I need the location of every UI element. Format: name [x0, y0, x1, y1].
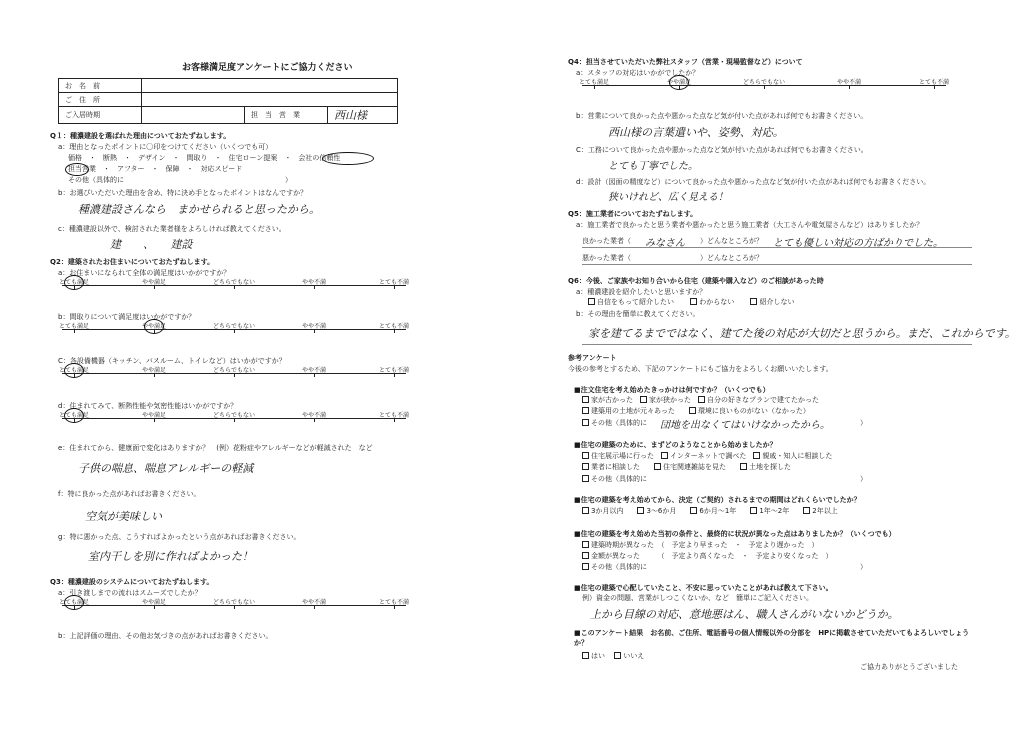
scale-label[interactable]: とても不満	[378, 412, 410, 419]
scale-label[interactable]: とても不満	[378, 323, 410, 330]
q1a-text: a：理由となったポイントに〇印をつけてください（いくつでも可）	[58, 143, 273, 151]
rating-scale-q2c[interactable]	[58, 365, 410, 377]
survey-page-right	[560, 0, 1016, 732]
ref-s4-other: その他（具体的に	[582, 563, 647, 572]
q3b-text: b：上記評価の理由、その他お気づきの点があればお書きください。	[58, 632, 273, 640]
rating-scale-q3a[interactable]	[58, 597, 410, 609]
q2b-text: b：間取りについて満足度はいかがですか？	[58, 313, 196, 321]
ref-s1-close: ）	[860, 419, 867, 427]
q6b-answer: 家を建てるまでではなく、建てた後の対応が大切だと思うから。まだ、これからです。	[588, 327, 1016, 340]
selected-rating-mark	[141, 319, 167, 334]
q5-good-how: ）どんなところが？	[700, 237, 763, 245]
ref-s2-options-1: 住宅展示場に行った インターネットで調べた 親戚・知人に相談した	[582, 452, 832, 461]
scale-label[interactable]: やや満足	[141, 279, 167, 286]
q4d-answer: 狭いけれど、広く見える！	[608, 192, 728, 203]
ref-s5-answer: 上から目線の対応、意地悪はん、職人さんがいないかどうか。	[590, 608, 899, 621]
q4d-text: d：設計（図面の精度など）について良かった点や悪かった点など気が付いた点があれば何でもお書きください。	[576, 178, 931, 186]
q1b-text: b：お選びいただいた理由を含め、特に決め手となったポイントはなんですか？	[58, 189, 308, 197]
q5-heading: Q5：施工業者についておたずねします。	[568, 210, 698, 218]
ref-s1-options-1: 家が古かった 家が狭かった 自分の好きなプランで建てたかった	[582, 396, 819, 405]
scale-label[interactable]: やや満足	[141, 412, 167, 419]
address-field[interactable]	[142, 93, 398, 107]
scale-label[interactable]: どちらでもない	[743, 79, 785, 86]
scale-label[interactable]: やや満足	[666, 79, 692, 86]
ref-s5: ■住宅の建築で心配していたこと、不安に思っていたことがあれば教えて下さい。	[574, 584, 833, 592]
q5-bad-how: ）どんなところが？	[700, 254, 763, 262]
scale-label[interactable]: どちらでもない	[213, 412, 255, 419]
survey-page-left	[40, 0, 500, 732]
scale-label[interactable]: とても不満	[378, 367, 410, 374]
q4c-text: C：工務について良かった点や悪かった点など気が付いた点があれば何でもお書きください。	[576, 146, 868, 154]
q5-good-value: みなさん	[645, 238, 685, 249]
scale-label[interactable]: とても満足	[58, 367, 90, 374]
q2d-text: d：住まれてみて、断熱性能や気密性能はいかがですか？	[58, 402, 238, 410]
rating-scale-q2d[interactable]	[58, 410, 410, 422]
q1c-text: c：種濃建設以外で、検討された業者様をよろしければ教えてください。	[58, 225, 286, 233]
checkbox-unsure[interactable]: わからない	[690, 298, 734, 306]
ref-s1-options-2: 建築用の土地が元々あった 環境に良いものがない（なかった）	[582, 407, 810, 416]
q2e-answer: 子供の喘息、喘息アレルギーの軽減	[78, 462, 254, 475]
q2e-text: e：住まれてから、健康面で変化はありますか？ (例）花粉症やアレルギーなどが軽減された など	[58, 444, 373, 452]
q1-heading: Q１：種濃建設を選ばれた理由についておたずねします。	[50, 132, 231, 140]
q2c-text: C：各設備機器（キッチン、バスルーム、トイレなど）はいかがですか？	[58, 357, 286, 365]
q2a-text: a：お住まいになられて全体の満足度はいかがですか？	[58, 269, 231, 277]
scale-label[interactable]: とても満足	[58, 323, 90, 330]
checkbox-no-recommend[interactable]: 紹介しない	[750, 298, 794, 306]
answer-line	[582, 264, 972, 265]
scale-label[interactable]: どちらでもない	[213, 367, 255, 374]
q6b-text: b：その理由を簡単に教えてください。	[576, 310, 700, 318]
q2-heading: Q2：建築されたお住まいについておたずねします。	[50, 258, 215, 266]
scale-label[interactable]: やや満足	[141, 323, 167, 330]
ref-s1: ■注文住宅を考え始めたきっかけは何ですか？（いくつでも）	[574, 386, 770, 394]
q4b-answer: 西山様の言葉遣いや、姿勢、対応。	[608, 126, 784, 139]
scale-label[interactable]: やや不満	[301, 323, 327, 330]
ref-s1-other: その他（具体的に	[582, 419, 647, 428]
checkbox-recommend[interactable]: 自信をもって紹介したい	[588, 298, 674, 306]
answer-line	[582, 344, 972, 345]
ref-s4: ■住宅の建築を考え始めた当初の条件と、最終的に状況が異なった点はありましたか？（いくつでも）	[574, 530, 896, 538]
ref-s3: ■住宅の建築を考え始めてから、決定（ご契約）されるまでの期間はどれくらいでしたか？	[574, 496, 861, 504]
move-in-label: ご入居時期	[59, 107, 142, 124]
q3a-text: a：引き渡しまでの流れはスムーズでしたか？	[58, 589, 202, 597]
ref-s6-options	[582, 652, 644, 661]
ref-s3-options: 3か月以内 3～6か月 6か月～1年 1年～2年 2年以上	[582, 507, 838, 516]
scale-label[interactable]: やや不満	[836, 79, 862, 86]
selected-rating-mark	[64, 363, 84, 378]
staff-label: 担 当 営 業	[245, 107, 328, 124]
ref-s2-options-2: 業者に相談した 住宅関連雑誌を見た 土地を探した	[582, 463, 791, 472]
ref-s6: ■このアンケート結果 お名前、ご住所、電話番号の個人情報以外の分部を HPに掲載させていただいてもよろしいでしょうか？	[574, 629, 970, 647]
scale-label[interactable]: とても満足	[58, 599, 90, 606]
scale-label[interactable]: どちらでもない	[213, 599, 255, 606]
scale-label[interactable]: とても不満	[378, 279, 410, 286]
checkbox-no[interactable]: いいえ	[614, 652, 644, 660]
q6a-text: a：種濃建設を紹介したいと思いますか？	[576, 288, 707, 296]
name-label: お 名 前	[59, 79, 142, 93]
staff-value: 西山様	[328, 107, 398, 124]
selected-rating-mark	[64, 275, 84, 290]
survey-title: お客様満足度アンケートにご協力ください	[182, 63, 353, 73]
selected-mark	[65, 163, 89, 176]
name-field[interactable]	[142, 79, 398, 93]
q2g-answer: 室内干しを別に作ればよかった！	[88, 550, 253, 563]
q4b-text: b：営業について良かった点や悪かった点など気が付いた点があれば何でもお書きください。	[576, 112, 868, 120]
selected-mark	[322, 152, 374, 165]
ref-s1-answer: 団地を出なくてはいけなかったから。	[660, 420, 830, 431]
q6-heading: Q6：今後、ご家族やお知り合いから住宅（建築や購入など）のご相談があった時	[568, 277, 824, 285]
q2g-text: g：特に悪かった点、こうすればよかったという点があればお書きください。	[58, 533, 301, 541]
scale-label[interactable]: どちらでもない	[213, 323, 255, 330]
q4-heading: Q4：担当させていただいた弊社スタッフ（営業・現場監督など）について	[568, 58, 803, 66]
scale-label[interactable]: やや満足	[141, 599, 167, 606]
scale-label[interactable]: とても満足	[58, 412, 90, 419]
ref-s4-option-1: 建築時期が異なった （ 予定より早まった ・ 予定より遅かった ）	[582, 541, 819, 550]
scale-label[interactable]: どちらでもない	[213, 279, 255, 286]
ref-s2-other: その他（具体的に	[582, 475, 647, 484]
ref-s4-close: ）	[860, 563, 867, 571]
q4c-answer: とても丁寧でした。	[608, 161, 698, 172]
q1a-options-2: 担当営業 ・ アフター ・ 保障 ・ 対応スピード	[68, 165, 243, 173]
customer-info-table	[58, 78, 398, 124]
selected-rating-mark	[64, 408, 84, 423]
scale-label[interactable]: とても満足	[58, 279, 90, 286]
q5-good-label: 良かった業者（	[582, 237, 631, 245]
ref-s2-close: ）	[860, 475, 867, 483]
scale-label[interactable]: とても不満	[378, 599, 410, 606]
q3-heading: Q3：種濃建設のシステムについておたずねします。	[50, 578, 214, 586]
q5-bad-label: 悪かった業者（	[582, 254, 631, 262]
ref-s2: ■住宅の建築のために、まずどのようなことから始めましたか？	[574, 441, 777, 449]
q1c-answer: 建 、 建設	[110, 238, 193, 251]
scale-label[interactable]: とても満足	[578, 79, 610, 86]
q2f-text: f：特に良かった点があればお書きください。	[58, 490, 201, 498]
q1a-other: その他（具体的に ）	[68, 176, 292, 184]
thanks-text: ご協力ありがとうございました	[860, 663, 958, 671]
ref-heading: 参考アンケート	[568, 354, 617, 362]
q5-good-answer: とても優しい対応の方ばかりでした。	[773, 238, 943, 249]
address-label: ご 住 所	[59, 93, 142, 107]
selected-rating-mark	[64, 595, 84, 610]
ref-s4-option-2: 金額が異なった （ 予定より高くなった ・ 予定より安くなった ）	[582, 552, 833, 561]
q1a-options-1: 価格 ・ 断熱 ・ デザイン ・ 間取り ・ 住宅ローン提案 ・ 会社の信頼性	[68, 154, 341, 162]
ref-intro: 今後の参考とするため、下記のアンケートにもご協力をよろしくお願いいたします。	[568, 365, 833, 373]
checkbox-yes[interactable]: はい	[582, 652, 605, 660]
rating-scale-q2b[interactable]	[58, 321, 410, 333]
rating-scale-q4a[interactable]	[578, 77, 950, 89]
rating-scale-q2a[interactable]	[58, 277, 410, 289]
q1b-answer: 種濃建設さんなら まかせられると思ったから。	[78, 203, 320, 216]
scale-label[interactable]: やや不満	[301, 599, 327, 606]
scale-label[interactable]: とても不満	[918, 79, 950, 86]
ref-s5-example: 例）資金の問題、営業がしつこくないか、など 簡単にご記入ください。	[582, 594, 813, 602]
answer-line	[582, 247, 972, 248]
scale-label[interactable]: やや不満	[301, 412, 327, 419]
scale-label[interactable]: やや不満	[301, 367, 327, 374]
scale-label[interactable]: やや満足	[141, 367, 167, 374]
selected-rating-mark	[666, 75, 692, 90]
move-in-field[interactable]	[142, 107, 245, 124]
scale-label[interactable]: やや不満	[301, 279, 327, 286]
q5a-text: a：施工業者で良かったと思う業者や悪かったと思う施工業者（大工さんや電気屋さんなど）はありましたか？	[576, 221, 924, 229]
q2f-answer: 空気が美味しい	[85, 510, 162, 523]
q4a-text: a：スタッフの対応はいかがでしたか？	[576, 69, 700, 77]
q6a-options	[588, 298, 794, 307]
